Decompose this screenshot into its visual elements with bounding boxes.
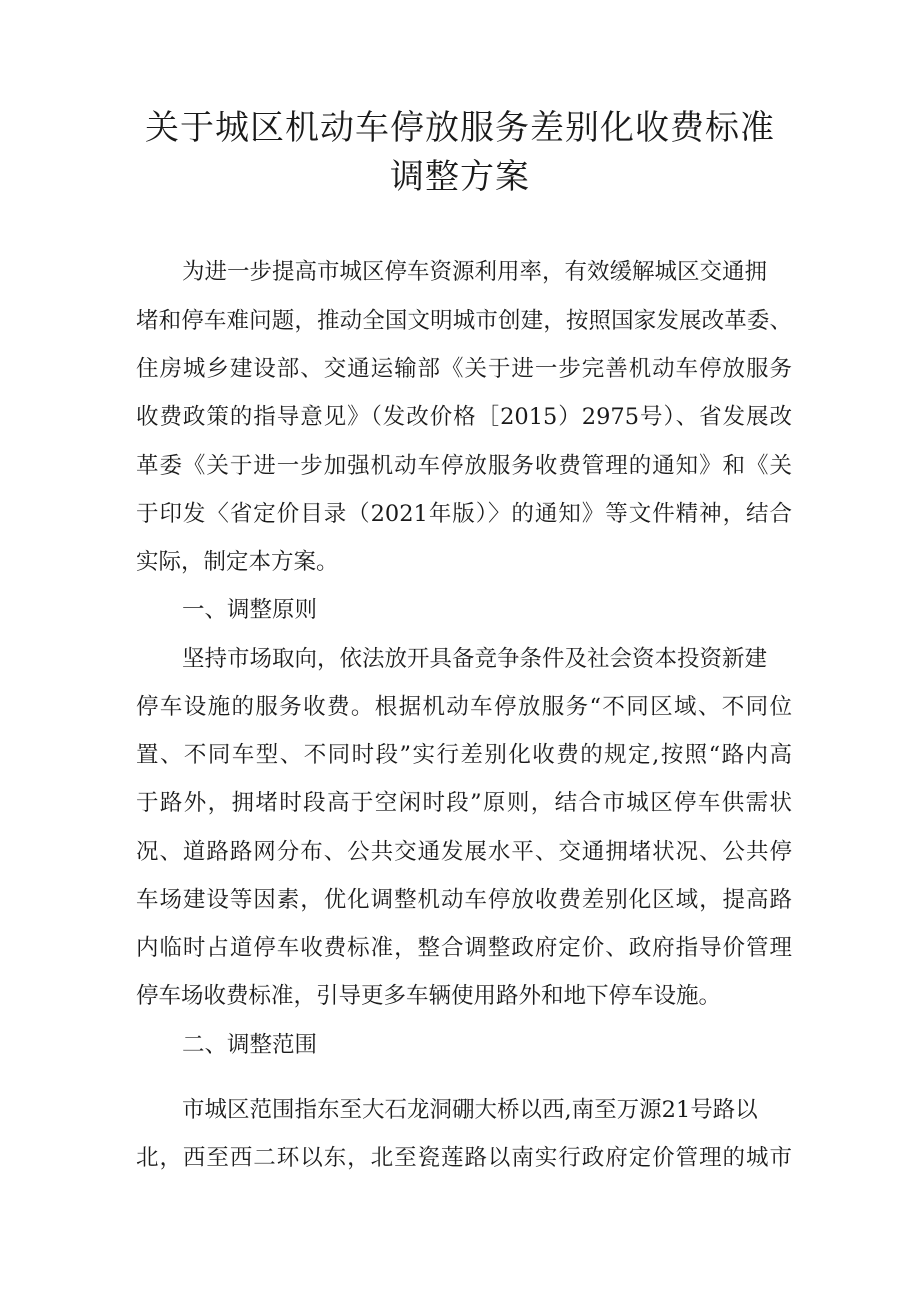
intro-line: 住房城乡建设部、交通运输部《关于进一步完善机动车停放服务 <box>136 356 792 382</box>
section-line: 市城区范围指东至大石龙洞硼大桥以西,南至万源21号路以 <box>182 1097 758 1123</box>
section-line: 坚持市场取向，依法放开具备竞争条件及社会资本投资新建 <box>182 646 768 672</box>
section-line: 北，西至西二环以东，北至瓷莲路以南实行政府定价管理的城市 <box>136 1145 792 1171</box>
section-heading: 二、调整范围 <box>182 1032 318 1058</box>
section-heading: 一、调整原则 <box>182 597 318 623</box>
intro-line: 收费政策的指导意见》（发改价格［2015）2975号）、省发展改 <box>136 404 792 430</box>
document-title-line-1: 关于城区机动车停放服务差别化收费标准 <box>145 108 775 148</box>
intro-line: 革委《关于进一步加强机动车停放服务收费管理的通知》和《关 <box>136 453 792 479</box>
document-title-line-2: 调整方案 <box>390 157 530 197</box>
section-line: 于路外，拥堵时段高于空闲时段”原则，结合市城区停车供需状 <box>136 790 792 816</box>
section-line: 内临时占道停车收费标准，整合调整政府定价、政府指导价管理 <box>136 935 792 961</box>
section-line: 停车场收费标准，引导更多车辆使用路外和地下停车设施。 <box>136 983 722 1009</box>
intro-line: 实际，制定本方案。 <box>136 549 339 575</box>
intro-line: 堵和停车难问题，推动全国文明城市创建，按照国家发展改革委、 <box>136 308 792 334</box>
intro-line: 为进一步提高市城区停车资源利用率，有效缓解城区交通拥 <box>182 259 768 285</box>
section-line: 停车设施的服务收费。根据机动车停放服务“不同区域、不同位 <box>136 694 792 720</box>
intro-line: 于印发〈省定价目录（2021年版）〉的通知》等文件精神，结合 <box>136 501 792 527</box>
section-line: 车场建设等因素，优化调整机动车停放收费差别化区域，提高路 <box>136 887 792 913</box>
section-line: 置、不同车型、不同时段”实行差别化收费的规定,按照“路内高 <box>136 742 792 768</box>
section-line: 况、道路路网分布、公共交通发展水平、交通拥堵状况、公共停 <box>136 839 792 865</box>
